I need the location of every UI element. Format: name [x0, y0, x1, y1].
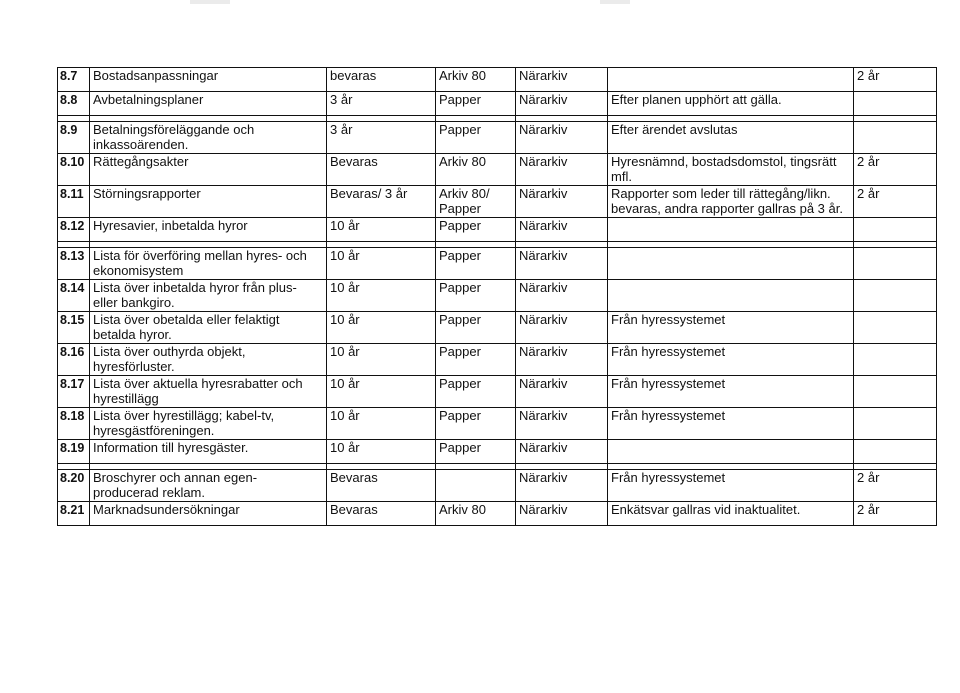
- cell-plats: Närarkiv: [516, 440, 608, 464]
- cell-gallring: [854, 122, 937, 154]
- cell-name: Lista över inbetalda hyror från plus- eller bankgiro.: [90, 280, 327, 312]
- table-row: [58, 154, 937, 186]
- cell-tid: bevaras: [327, 68, 436, 92]
- cell-nr: 8.21: [58, 502, 90, 526]
- cell-plats: Närarkiv: [516, 280, 608, 312]
- cell-tid: Bevaras: [327, 470, 436, 502]
- cell-nr: 8.11: [58, 186, 90, 218]
- cell-gallring: [854, 344, 937, 376]
- cell-anm: Från hyressystemet: [608, 312, 854, 344]
- cell-medium: Papper: [436, 312, 516, 344]
- cell-name: Störningsrapporter: [90, 186, 327, 218]
- cell-gallring: [854, 280, 937, 312]
- cell-gallring: 2 år: [854, 502, 937, 526]
- cell-anm: [608, 280, 854, 312]
- cell-gallring: 2 år: [854, 154, 937, 186]
- cell-tid: 3 år: [327, 122, 436, 154]
- cell-nr: 8.14: [58, 280, 90, 312]
- cell-name: Betalningsföreläggande och inkassoärenden.: [90, 122, 327, 154]
- cell-name: Bostadsanpassningar: [90, 68, 327, 92]
- cell-nr: 8.20: [58, 470, 90, 502]
- table-row: [58, 68, 937, 92]
- cell-tid: 10 år: [327, 440, 436, 464]
- cell-medium: Arkiv 80/ Papper: [436, 186, 516, 218]
- cell-plats: Närarkiv: [516, 312, 608, 344]
- cell-anm: [608, 248, 854, 280]
- scan-artifact: [190, 0, 230, 4]
- cell-tid: 10 år: [327, 218, 436, 242]
- cell-medium: Papper: [436, 440, 516, 464]
- cell-anm: [608, 68, 854, 92]
- cell-tid: Bevaras/ 3 år: [327, 186, 436, 218]
- cell-nr: 8.18: [58, 408, 90, 440]
- cell-gallring: [854, 376, 937, 408]
- cell-gallring: 2 år: [854, 68, 937, 92]
- cell-nr: 8.15: [58, 312, 90, 344]
- archive-schedule-table: [57, 67, 937, 526]
- table-row: [58, 218, 937, 242]
- cell-gallring: [854, 248, 937, 280]
- cell-tid: Bevaras: [327, 502, 436, 526]
- table-row: [58, 376, 937, 408]
- cell-nr: 8.9: [58, 122, 90, 154]
- cell-nr: 8.17: [58, 376, 90, 408]
- cell-medium: Arkiv 80: [436, 68, 516, 92]
- cell-plats: Närarkiv: [516, 218, 608, 242]
- table-row: [58, 280, 937, 312]
- cell-plats: Närarkiv: [516, 68, 608, 92]
- cell-name: Hyresavier, inbetalda hyror: [90, 218, 327, 242]
- cell-tid: 10 år: [327, 376, 436, 408]
- cell-anm: Hyresnämnd, bostadsdomstol, tingsrätt mfl.: [608, 154, 854, 186]
- cell-anm: Efter ärendet avslutas: [608, 122, 854, 154]
- table-row: [58, 92, 937, 116]
- cell-medium: [436, 470, 516, 502]
- cell-medium: Arkiv 80: [436, 502, 516, 526]
- cell-nr: 8.16: [58, 344, 90, 376]
- table-row: [58, 440, 937, 464]
- cell-nr: 8.7: [58, 68, 90, 92]
- cell-gallring: [854, 92, 937, 116]
- cell-nr: 8.19: [58, 440, 90, 464]
- cell-gallring: 2 år: [854, 186, 937, 218]
- cell-tid: 10 år: [327, 408, 436, 440]
- cell-name: Marknadsundersökningar: [90, 502, 327, 526]
- cell-plats: Närarkiv: [516, 502, 608, 526]
- cell-medium: Papper: [436, 408, 516, 440]
- cell-name: Lista över hyrestillägg; kabel-tv, hyresgästföreningen.: [90, 408, 327, 440]
- cell-gallring: [854, 440, 937, 464]
- cell-name: Lista över outhyrda objekt, hyresförluster.: [90, 344, 327, 376]
- cell-name: Broschyrer och annan egen- producerad reklam.: [90, 470, 327, 502]
- cell-tid: 3 år: [327, 92, 436, 116]
- cell-anm: Enkätsvar gallras vid inaktualitet.: [608, 502, 854, 526]
- cell-medium: Papper: [436, 280, 516, 312]
- cell-anm: Från hyressystemet: [608, 470, 854, 502]
- cell-anm: [608, 218, 854, 242]
- cell-name: Avbetalningsplaner: [90, 92, 327, 116]
- cell-tid: 10 år: [327, 312, 436, 344]
- table-row: [58, 248, 937, 280]
- cell-tid: Bevaras: [327, 154, 436, 186]
- cell-plats: Närarkiv: [516, 154, 608, 186]
- cell-tid: 10 år: [327, 280, 436, 312]
- table-row: [58, 470, 937, 502]
- cell-nr: 8.12: [58, 218, 90, 242]
- cell-name: Information till hyresgäster.: [90, 440, 327, 464]
- cell-medium: Papper: [436, 92, 516, 116]
- cell-name: Lista över aktuella hyresrabatter och hyrestillägg: [90, 376, 327, 408]
- table-row: [58, 122, 937, 154]
- table-row: [58, 186, 937, 218]
- cell-anm: [608, 440, 854, 464]
- cell-plats: Närarkiv: [516, 344, 608, 376]
- cell-anm: Från hyressystemet: [608, 376, 854, 408]
- cell-plats: Närarkiv: [516, 408, 608, 440]
- cell-plats: Närarkiv: [516, 470, 608, 502]
- cell-nr: 8.10: [58, 154, 90, 186]
- cell-name: Lista över obetalda eller felaktigt betalda hyror.: [90, 312, 327, 344]
- cell-anm: Efter planen upphört att gälla.: [608, 92, 854, 116]
- cell-medium: Papper: [436, 248, 516, 280]
- cell-name: Rättegångsakter: [90, 154, 327, 186]
- table-row: [58, 312, 937, 344]
- cell-medium: Papper: [436, 344, 516, 376]
- cell-medium: Arkiv 80: [436, 154, 516, 186]
- cell-plats: Närarkiv: [516, 186, 608, 218]
- table-row: [58, 408, 937, 440]
- cell-gallring: 2 år: [854, 470, 937, 502]
- cell-anm: Från hyressystemet: [608, 344, 854, 376]
- cell-plats: Närarkiv: [516, 92, 608, 116]
- cell-medium: Papper: [436, 122, 516, 154]
- cell-nr: 8.13: [58, 248, 90, 280]
- cell-nr: 8.8: [58, 92, 90, 116]
- cell-name: Lista för överföring mellan hyres- och ekonomisystem: [90, 248, 327, 280]
- cell-plats: Närarkiv: [516, 376, 608, 408]
- cell-gallring: [854, 408, 937, 440]
- cell-tid: 10 år: [327, 344, 436, 376]
- table-row: [58, 502, 937, 526]
- cell-plats: Närarkiv: [516, 248, 608, 280]
- cell-medium: Papper: [436, 376, 516, 408]
- cell-anm: Från hyressystemet: [608, 408, 854, 440]
- table-row: [58, 344, 937, 376]
- cell-plats: Närarkiv: [516, 122, 608, 154]
- cell-anm: Rapporter som leder till rättegång/likn. bevaras, andra rapporter gallras på 3 år.: [608, 186, 854, 218]
- cell-medium: Papper: [436, 218, 516, 242]
- scan-artifact: [600, 0, 630, 4]
- cell-gallring: [854, 312, 937, 344]
- cell-tid: 10 år: [327, 248, 436, 280]
- cell-gallring: [854, 218, 937, 242]
